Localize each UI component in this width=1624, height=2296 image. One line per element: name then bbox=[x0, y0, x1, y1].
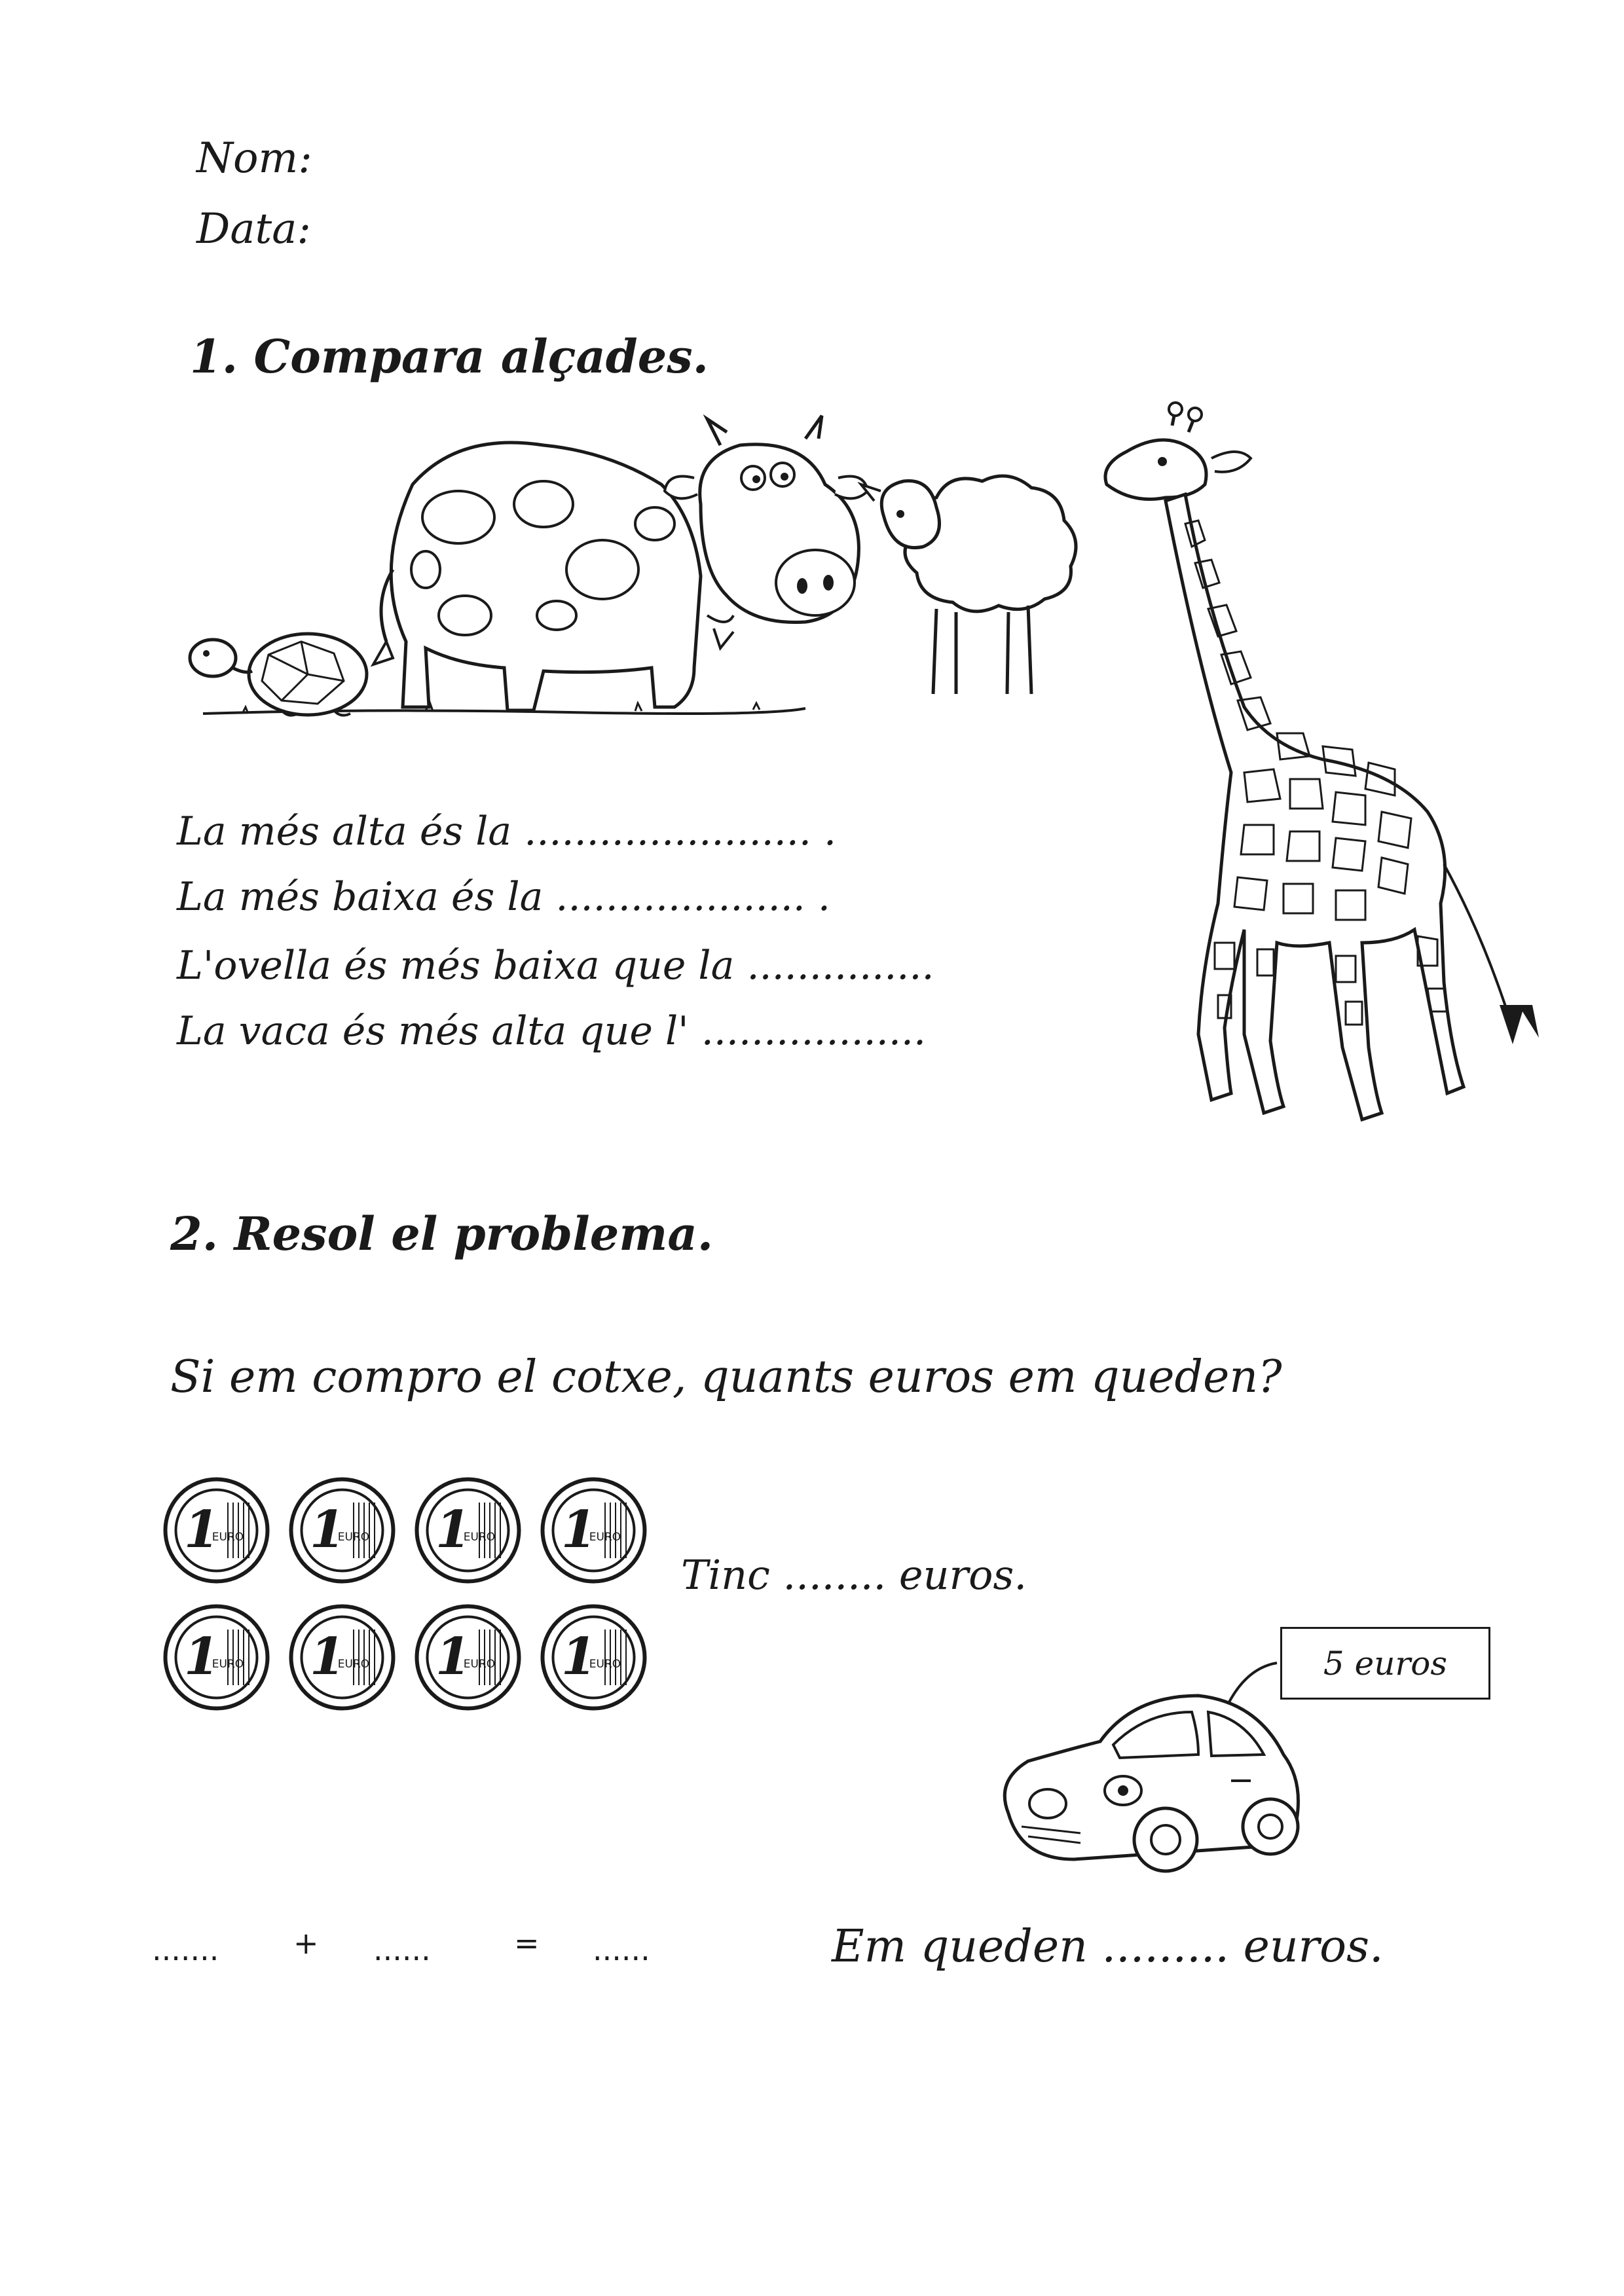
sentence-tallest: La més alta és la ....................... . bbox=[177, 809, 837, 854]
coin-label: EURO bbox=[589, 1658, 621, 1671]
coin-numeral: 1 bbox=[561, 1500, 597, 1559]
euro-coin-icon bbox=[162, 1476, 270, 1584]
coin-numeral: 1 bbox=[435, 1500, 471, 1559]
coin-numeral: 1 bbox=[309, 1627, 346, 1686]
coin-label: EURO bbox=[337, 1658, 370, 1671]
equation-blank-3[interactable]: ...... bbox=[593, 1932, 650, 1967]
coin-label: EURO bbox=[212, 1531, 244, 1544]
equation-blank-1[interactable]: ....... bbox=[152, 1932, 219, 1967]
animals-illustration bbox=[177, 406, 1126, 746]
euro-coin-icon bbox=[414, 1476, 522, 1584]
sentence-shortest: La més baixa és la .................... . bbox=[177, 874, 830, 920]
exercise1-title: 1. Compara alçades. bbox=[190, 329, 709, 384]
coin-numeral: 1 bbox=[183, 1500, 220, 1559]
equation-plus: + bbox=[293, 1925, 319, 1961]
remaining-euros-text: Em queden ......... euros. bbox=[832, 1921, 1384, 1973]
exercise2-title: 2. Resol el problema. bbox=[170, 1207, 714, 1261]
giraffe-icon bbox=[1087, 406, 1559, 1165]
sheep-icon bbox=[861, 476, 1076, 694]
have-euros-text: Tinc ........ euros. bbox=[681, 1551, 1027, 1599]
coin-label: EURO bbox=[337, 1531, 370, 1544]
coin-numeral: 1 bbox=[309, 1500, 346, 1559]
coin-numeral: 1 bbox=[435, 1627, 471, 1686]
coin-label: EURO bbox=[463, 1531, 496, 1544]
coin-numeral: 1 bbox=[183, 1627, 220, 1686]
date-label: Data: bbox=[196, 205, 311, 253]
euro-coin-icon bbox=[414, 1603, 522, 1711]
car-price-tag: 5 euros bbox=[1280, 1627, 1490, 1700]
euro-coin-icon bbox=[288, 1476, 396, 1584]
equation-equals: = bbox=[514, 1925, 540, 1961]
euro-coin-icon bbox=[162, 1603, 270, 1711]
equation-blank-2[interactable]: ...... bbox=[373, 1932, 431, 1967]
cow-icon bbox=[373, 416, 868, 710]
sentence-cow-compare: La vaca és més alta que l' .................. bbox=[177, 1008, 927, 1054]
name-label: Nom: bbox=[196, 134, 312, 183]
euro-coin-icon bbox=[540, 1476, 648, 1584]
coin-numeral: 1 bbox=[561, 1627, 597, 1686]
coin-label: EURO bbox=[463, 1658, 496, 1671]
problem-question: Si em compro el cotxe, quants euros em queden? bbox=[170, 1351, 1282, 1403]
euro-coin-icon bbox=[540, 1603, 648, 1711]
car-icon bbox=[982, 1683, 1323, 1892]
turtle-icon bbox=[190, 634, 367, 716]
coin-label: EURO bbox=[212, 1658, 244, 1671]
euro-coin-icon bbox=[288, 1603, 396, 1711]
coin-label: EURO bbox=[589, 1531, 621, 1544]
sentence-sheep-compare: L'ovella és més baixa que la ............... bbox=[177, 943, 934, 989]
